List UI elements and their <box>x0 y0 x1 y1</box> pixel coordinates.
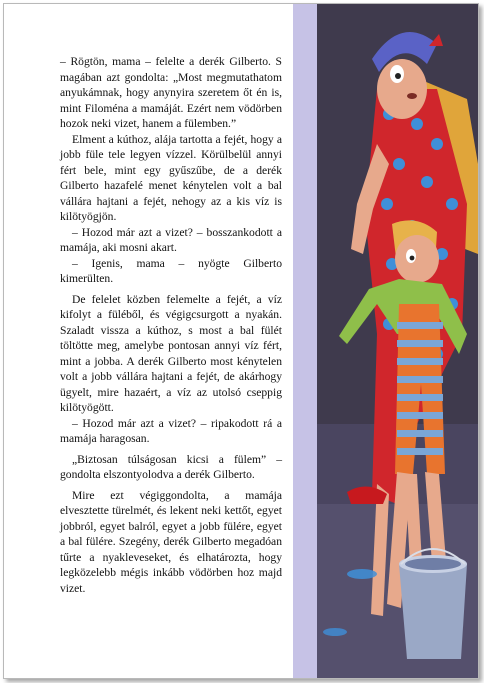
story-paragraph: – Hozod már azt a vizet? – ripakodott rá a mamája haragosan. <box>60 416 282 445</box>
story-paragraph: Elment a kúthoz, alája tartotta a fejét, hogy a jobb füle tele legyen vízzel. Körülbelül annyi fért bele, mint egy gyűszűbe, de a derék Gilberto hazafelé menet kénytelen volt a bal vállára hajtani a fejét, nehogy az a kis víz is kilötyögjön. <box>60 132 282 223</box>
story-text <box>60 54 282 596</box>
story-paragraph: – Hozod már azt a vizet? – bosszankodott a mamája, aki mosni akart. <box>60 225 282 254</box>
illustration-drawing <box>317 4 478 678</box>
story-paragraph: – Rögtön, mama – felelte a derék Gilberto. S magában azt gondolta: „Most megmutathatom anyukámnak, hogy anynyira szeretem őt én is, mint Filoména a mamáját. Ezért nem vödörben hozok neki vizet, hanem a fülemben.” <box>60 55 282 130</box>
story-paragraph: „Biztosan túlságosan kicsi a fülem” – gondolta elszontyolodva a derék Gilberto. <box>60 452 282 481</box>
book-page <box>3 3 479 679</box>
illustration-mother-and-gilberto <box>317 4 478 678</box>
story-paragraph: De felelet közben felemelte a fejét, a víz kifolyt a füléből, és végigcsurgott a nyakán. Szaladt vissza a kúthoz, s most a bal fülét töltötte meg, amelybe pontosan annyi víz fért, mint a jobba. A derék Gilberto most kénytelen volt a jobb vállára hajtani a fejét, de akárhogy ügyelt, mire hazaért, a víz az utolsó cseppig kilötyögött. <box>60 292 282 414</box>
story-paragraph: Mire ezt végiggondolta, a mamája elvesztette türelmét, és lekent neki kettőt, egyet jobbról, egyet balról, egyet a jobb fülére, egyet a bal fülére. Szegény, derék Gilberto megadóan tűrte a nyakleveseket, és elhatározta, hogy legközelebb mégis inkább vödörben hoz majd vizet. <box>60 488 282 595</box>
striped-overalls <box>395 304 445 474</box>
bucket <box>399 549 467 659</box>
illustration-border-strip <box>293 4 317 678</box>
story-paragraph: – Igenis, mama – nyögte Gilberto kimerülten. <box>60 256 282 285</box>
